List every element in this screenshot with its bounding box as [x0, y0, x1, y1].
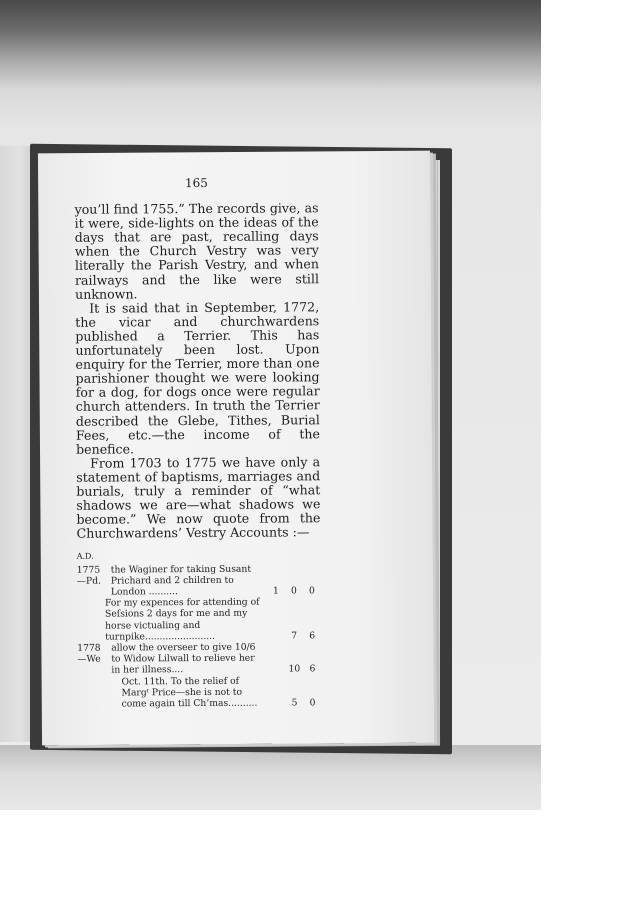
amount-pence: 0 [309, 697, 316, 709]
paragraph: It is said that in September, 1772, the vicar and churchwardens published a Terrier. This has unfortunately been lost. Upon enquiry for the Terrier, more than one parishioner thought we were looking for a dog, for dogs once were regular church attenders. In truth the Terrier described the Glebe, Tithes, Burial Fees, etc.—the income of the benefice. [75, 299, 320, 457]
entry-text: allow the overseer to give 10/6 to Widow Lilwall to relieve her in her illness.... [111, 641, 256, 676]
entry-text: For my expences for attending of Seſsions 2 days for me and my horse victualing and turnpike........................ [104, 596, 260, 643]
amount-shillings: 7 [291, 630, 298, 642]
entry-text: Oct. 11th. To the relief of Margᵗ Price—she is not to come again till Ch’mas.......... [121, 675, 258, 710]
amount-shillings: 0 [290, 585, 297, 597]
entry-amount [263, 596, 321, 641]
vestry-accounts [77, 550, 322, 710]
entry-year [77, 676, 109, 710]
account-entry [77, 563, 321, 598]
entry-amount [263, 675, 321, 709]
entry-amount [263, 563, 321, 597]
entry-year: 1778—We [77, 642, 101, 665]
table-shadow [0, 745, 541, 810]
page-number: 165 [184, 175, 208, 191]
amount-pence: 0 [308, 585, 315, 597]
accounts-heading: A.D. [76, 551, 94, 562]
amount-pounds: 1 [272, 585, 279, 597]
entry-year: 1775—Pd. [76, 564, 102, 587]
paragraph: you’ll find 1755.” The records give, as it were, side-lights on the ideas of the days that are past, recalling days when the Church Vestry was very literally the Parish Vestry, and when railways and the like were still unknown. [74, 200, 320, 302]
amount-shillings: 10 [288, 663, 301, 675]
amount-shillings: 5 [291, 697, 298, 709]
account-entry [77, 641, 321, 676]
entry-text: the Waginer for taking Susant Prichard and 2 children to London .......... [110, 563, 252, 598]
entry-amount [263, 641, 321, 675]
amount-pence: 6 [309, 663, 316, 675]
account-entry [77, 675, 321, 710]
amount-pence: 6 [309, 630, 316, 642]
account-entry [77, 596, 321, 642]
paragraph: From 1703 to 1775 we have only a statement of baptisms, marriages and burials, truly a reminder of “what shadows we are—what shadows we become.” We now quote from the Churchwardens’ Vestry Accounts :— [76, 454, 321, 541]
page-text [74, 175, 321, 710]
